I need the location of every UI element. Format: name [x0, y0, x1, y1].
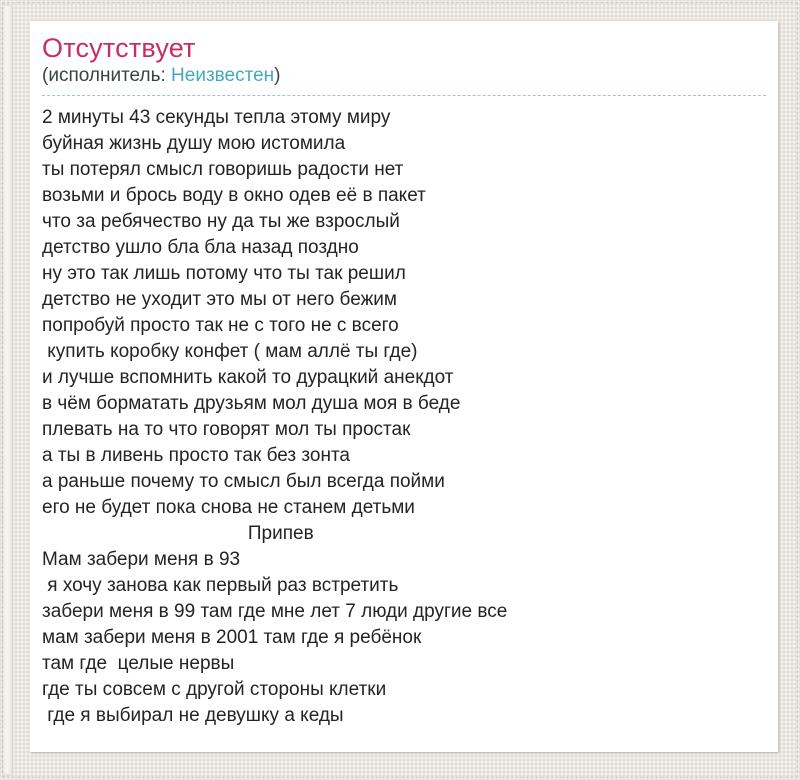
lyrics-line: что за ребячество ну да ты же взрослый	[42, 210, 400, 232]
lyrics-line: ну это так лишь потому что ты так решил	[42, 262, 406, 284]
lyrics-line: детство ушло бла бла назад поздно	[42, 236, 359, 258]
lyrics-line: а раньше почему то смысл был всегда пойми	[42, 470, 445, 492]
lyrics-line: плевать на то что говорят мол ты простак	[42, 418, 411, 440]
song-title: Отсутствует	[42, 33, 196, 63]
paper-edge-strip	[3, 6, 12, 774]
artist-label: (исполнитель:	[42, 65, 172, 87]
lyrics-line: где ты совсем с другой стороны клетки	[42, 678, 387, 700]
lyrics-line: Мам забери меня в 93	[42, 548, 241, 570]
lyrics-line: там где целые нервы	[42, 652, 235, 674]
lyrics-line-chorus-marker: Припев	[42, 522, 314, 544]
lyrics-line: возьми и брось воду в окно одев её в пакет	[42, 184, 426, 206]
lyrics-line: 2 минуты 43 секунды тепла этому миру	[42, 106, 391, 128]
lyrics-line: забери меня в 99 там где мне лет 7 люди другие все	[42, 600, 508, 622]
song-header	[42, 33, 766, 96]
lyrics-line: где я выбирал не девушку а кеды	[42, 704, 344, 726]
lyrics-line: купить коробку конфет ( мам аллё ты где)	[42, 340, 418, 362]
lyrics-panel	[30, 21, 778, 752]
lyrics-line: и лучше вспомнить какой то дурацкий анекдот	[42, 366, 454, 388]
lyrics-line: мам забери меня в 2001 там где я ребёнок	[42, 626, 422, 648]
lyrics-line: ты потерял смысл говоришь радости нет	[42, 158, 404, 180]
artist-line	[42, 64, 766, 88]
artist-line-suffix: )	[274, 65, 281, 87]
lyrics-line: детство не уходит это мы от него бежим	[42, 288, 397, 310]
artist-link[interactable]: Неизвестен	[171, 65, 275, 87]
lyrics-line: в чём борматать друзьям мол душа моя в беде	[42, 392, 461, 414]
lyrics-line: попробуй просто так не с того не с всего	[42, 314, 399, 336]
lyrics-text	[42, 105, 766, 729]
lyrics-line: его не будет пока снова не станем детьми	[42, 496, 415, 518]
lyrics-line: буйная жизнь душу мою истомила	[42, 132, 346, 154]
lyrics-line: а ты в ливень просто так без зонта	[42, 444, 350, 466]
lyrics-line: я хочу занова как первый раз встретить	[42, 574, 399, 596]
